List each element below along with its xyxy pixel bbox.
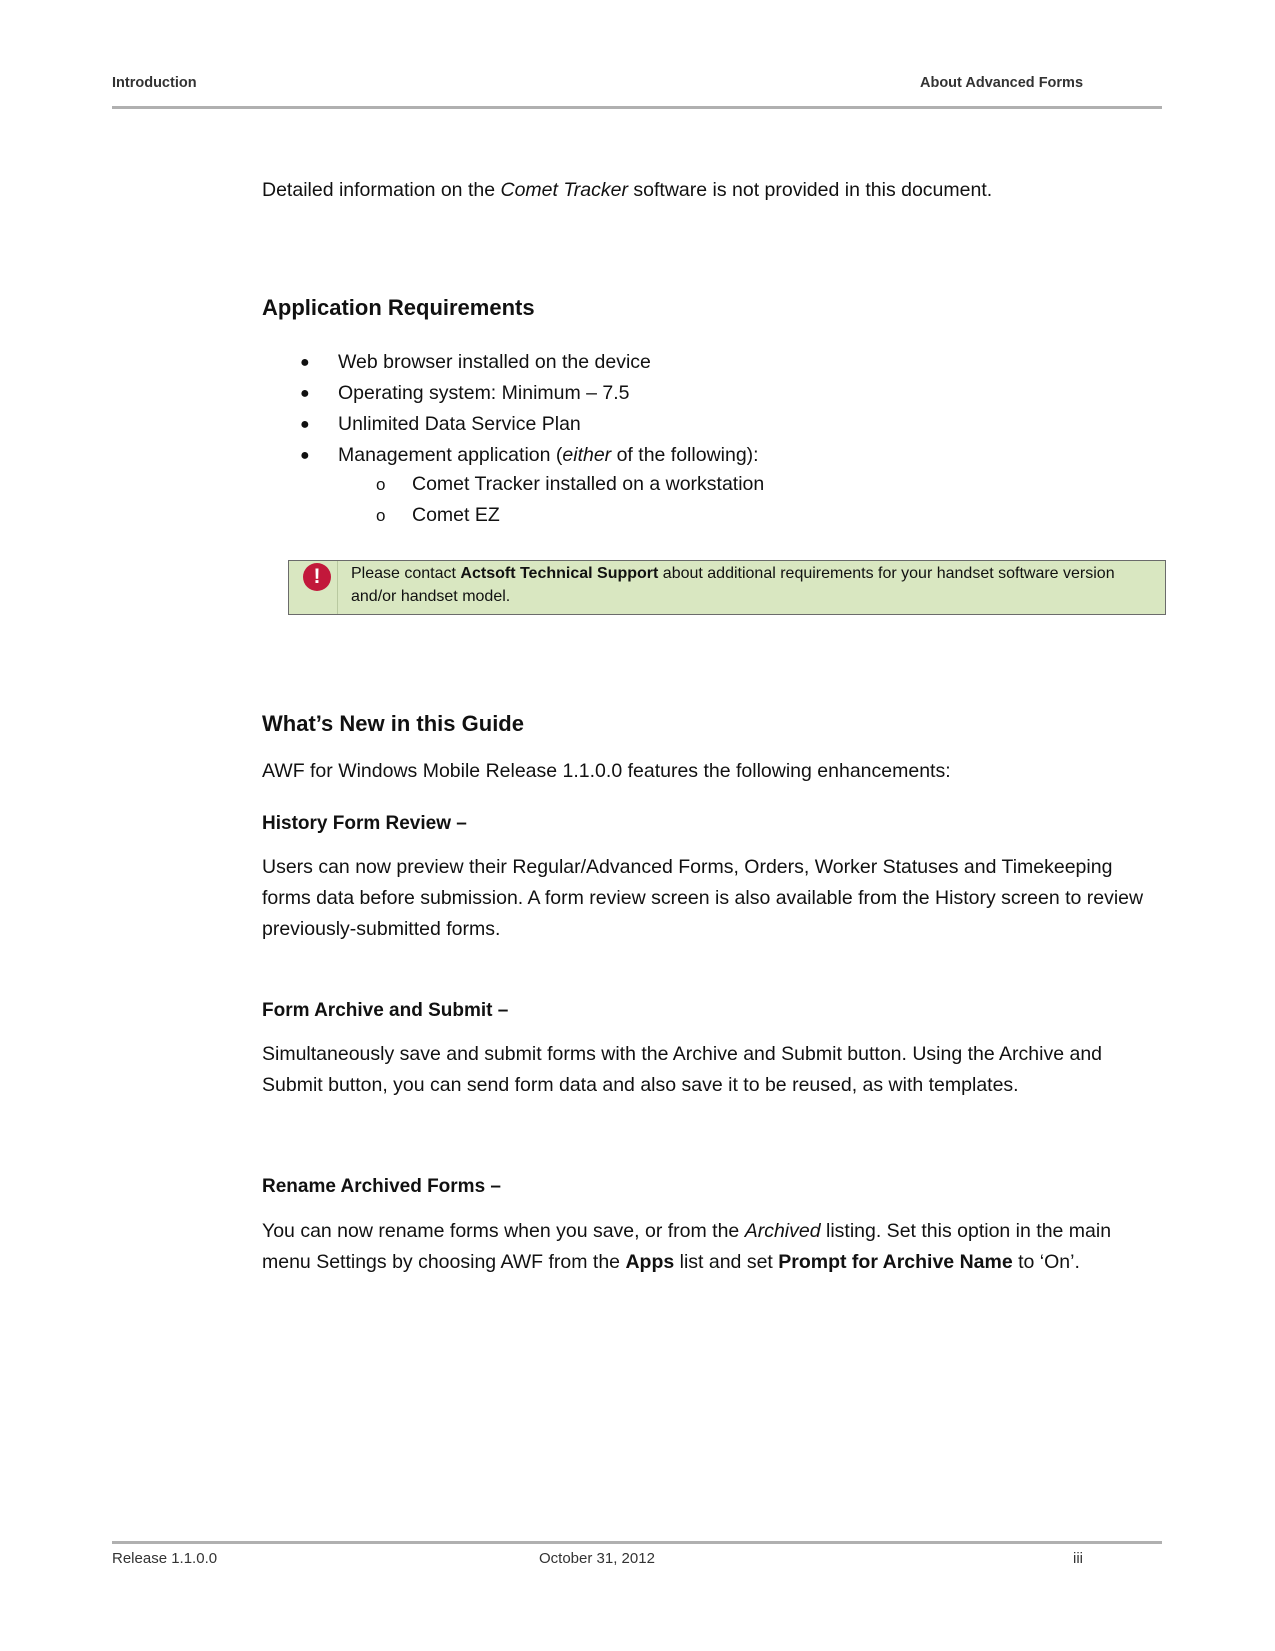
requirements-heading: Application Requirements: [262, 295, 535, 320]
sub-requirement-text: Comet EZ: [412, 504, 500, 526]
rename-archived-em: Archived: [744, 1220, 821, 1242]
whats-new-heading: What’s New in this Guide: [262, 711, 524, 736]
note-support-name: Actsoft Technical Support: [460, 565, 659, 582]
requirement-text: [338, 440, 759, 471]
intro-product-name: Comet Tracker: [500, 179, 628, 201]
circle-bullet-icon: o: [376, 475, 386, 494]
footer-page-number: iii: [1073, 1550, 1083, 1567]
note-text: [351, 562, 1151, 608]
rename-text-3: list and set: [674, 1251, 779, 1273]
bullet-icon: ●: [300, 385, 310, 402]
note-text-end: about additional requirements for your handset software version and/or handset model.: [351, 565, 1115, 605]
rename-prompt-bold: Prompt for Archive Name: [778, 1251, 1013, 1273]
header-rule: [112, 106, 1162, 109]
header-chapter-title: About Advanced Forms: [920, 75, 1084, 91]
section-body-history-form-review: Users can now preview their Regular/Advanced Forms, Orders, Worker Statuses and Timekeeping forms data before submission. A form review screen is also available from the History screen to review previously-submitted forms.: [262, 856, 1144, 940]
circle-bullet-icon: o: [376, 506, 386, 525]
section-title-history-form-review: History Form Review –: [262, 813, 467, 834]
footer-date: October 31, 2012: [539, 1550, 655, 1567]
sub-requirement-text: Comet Tracker installed on a workstation: [412, 473, 765, 495]
rename-text-2: listing. Set this option in the main menu Settings by choosing AWF from the: [262, 1220, 1112, 1273]
note-text-start: Please contact: [351, 565, 461, 582]
rename-text-1: You can now rename forms when you save, or from the: [262, 1220, 745, 1242]
bullet-icon: ●: [300, 447, 310, 464]
intro-text-end: software is not provided in this document.: [627, 179, 993, 201]
intro-paragraph: [262, 175, 1162, 206]
mgmt-text-start: Management application (: [338, 444, 563, 466]
whats-new-intro: AWF for Windows Mobile Release 1.1.0.0 features the following enhancements:: [262, 760, 951, 782]
requirement-text: Operating system: Minimum – 7.5: [338, 382, 630, 404]
footer-release: Release 1.1.0.0: [112, 1550, 218, 1567]
mgmt-emphasis: either: [562, 444, 612, 466]
rename-apps-bold: Apps: [625, 1251, 675, 1273]
exclamation-icon: !: [303, 563, 331, 591]
footer-rule: [112, 1541, 1162, 1544]
note-divider: [337, 561, 338, 614]
rename-text-4: to ‘On’.: [1012, 1251, 1080, 1273]
intro-text-start: Detailed information on the: [262, 179, 501, 201]
requirement-text: Web browser installed on the device: [338, 351, 651, 373]
header-section-title: Introduction: [112, 75, 197, 91]
bullet-icon: ●: [300, 354, 310, 371]
mgmt-text-end: of the following):: [611, 444, 759, 466]
section-title-form-archive-submit: Form Archive and Submit –: [262, 1000, 509, 1021]
section-title-rename-archived-forms: Rename Archived Forms –: [262, 1176, 501, 1197]
section-body-form-archive-submit: Simultaneously save and submit forms with the Archive and Submit button. Using the Archive and Submit button, you can send form data and also save it to be reused, as with templates.: [262, 1043, 1103, 1096]
support-note: [288, 560, 1166, 615]
bullet-icon: ●: [300, 416, 310, 433]
section-body-rename-archived-forms: [262, 1216, 1162, 1278]
requirement-text: Unlimited Data Service Plan: [338, 413, 581, 435]
